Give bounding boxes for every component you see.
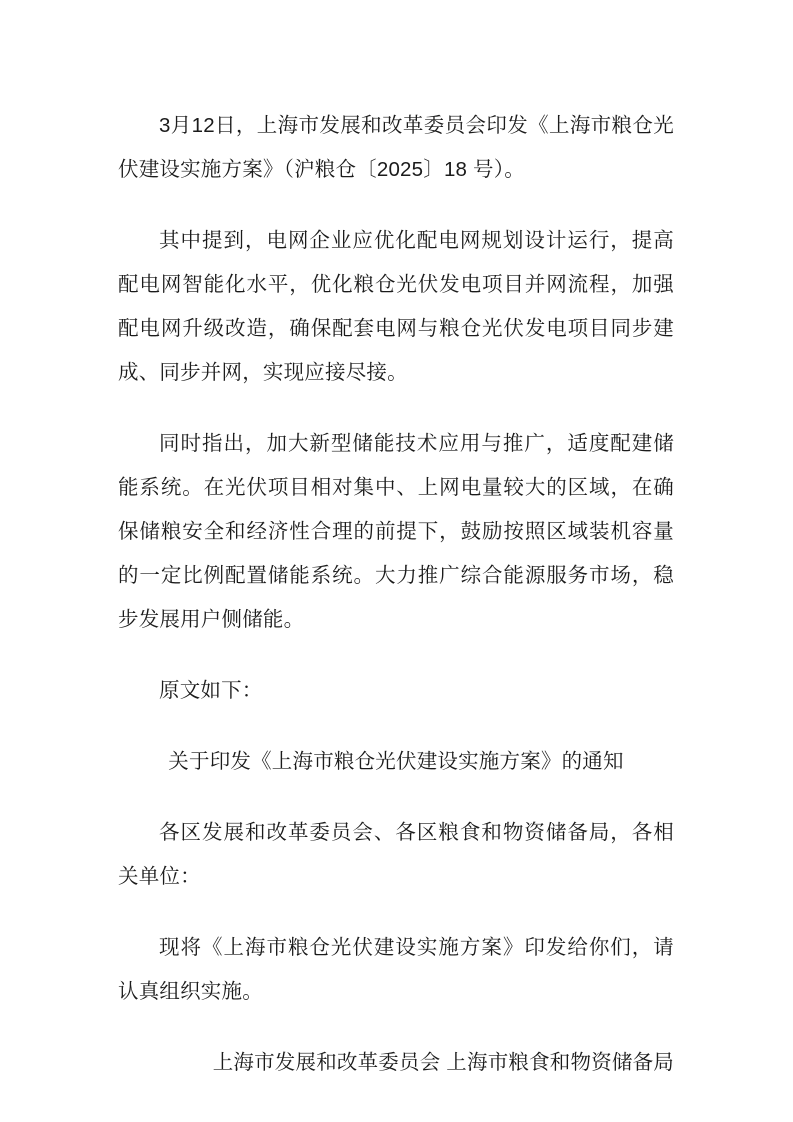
document-body <box>118 104 674 1085</box>
paragraph-intro: 3月12日，上海市发展和改革委员会印发《上海市粮仓光伏建设实施方案》（沪粮仓〔2025〕18 号）。 <box>118 114 674 181</box>
paragraph-issuance: 现将《上海市粮仓光伏建设实施方案》印发给你们，请认真组织实施。 <box>118 936 674 1003</box>
notice-title: 关于印发《上海市粮仓光伏建设实施方案》的通知 <box>168 750 624 773</box>
paragraph-energy-storage: 同时指出，加大新型储能技术应用与推广，适度配建储能系统。在光伏项目相对集中、上网电量较大的区域，在确保储粮安全和经济性合理的前提下，鼓励按照区域装机容量的一定比例配置储能系统。大力推广综合能源服务市场，稳步发展用户侧储能。 <box>118 432 674 631</box>
original-text-label: 原文如下： <box>159 679 263 702</box>
signature-line: 上海市发展和改革委员会 上海市粮食和物资储备局 <box>212 1051 674 1074</box>
paragraph-grid-planning: 其中提到，电网企业应优化配电网规划设计运行，提高配电网智能化水平，优化粮仓光伏发电项目并网流程，加强配电网升级改造，确保配套电网与粮仓光伏发电项目同步建成、同步并网，实现应接尽接。 <box>118 229 674 384</box>
paragraph-recipients: 各区发展和改革委员会、各区粮食和物资储备局，各相关单位： <box>118 821 674 888</box>
